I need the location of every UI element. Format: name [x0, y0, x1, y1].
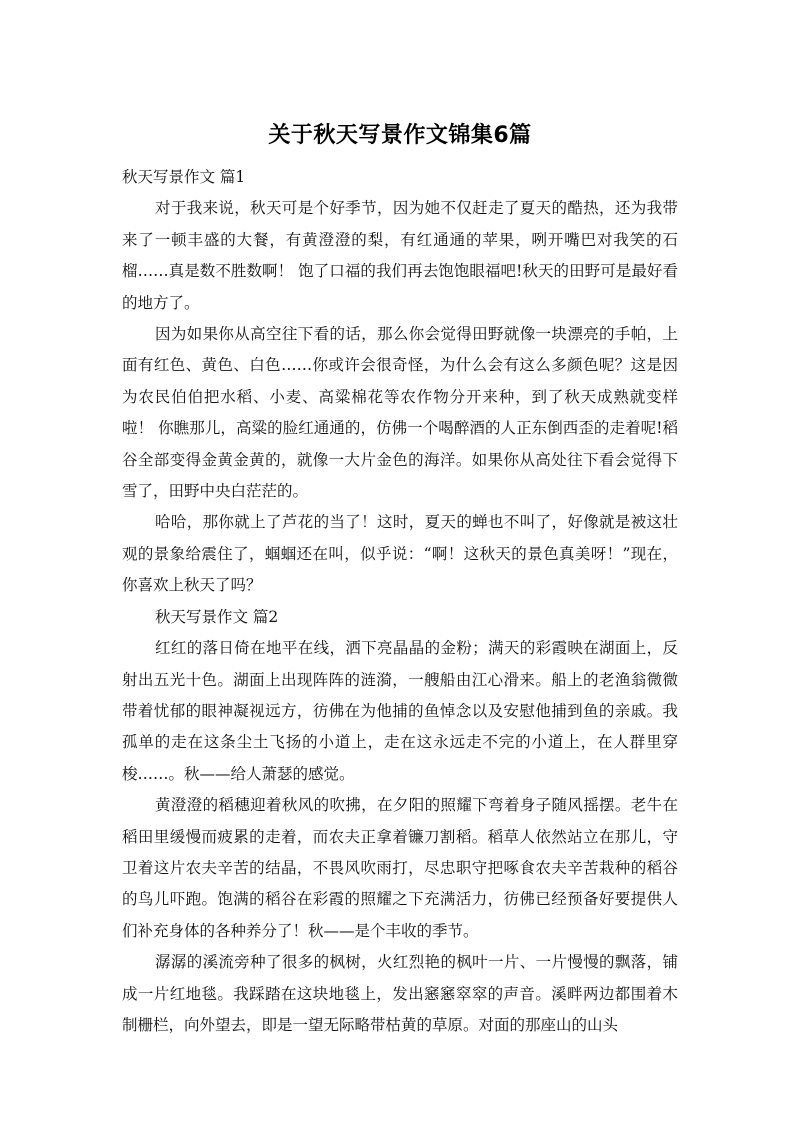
document-title: 关于秋天写景作文锦集6篇: [268, 123, 532, 148]
paragraph: 红红的落日倚在地平在线，洒下亮晶晶的金粉；满天的彩霞映在湖面上，反射出五光十色。湖面上出现阵阵的涟漪，一艘船由江心滑来。船上的老渔翁微微带着忧郁的眼神凝视远方，彷佛在为他捕的鱼悼念以及安慰他捕到鱼的亲戚。我孤单的走在这条尘土飞扬的小道上，走在这永远走不完的小道上，在人群里穿梭……。秋——给人萧瑟的感觉。: [122, 639, 678, 783]
section-heading: 秋天写景作文 篇1: [122, 168, 246, 186]
section-heading: 秋天写景作文 篇2: [155, 607, 279, 626]
document-body: [122, 162, 678, 1041]
paragraph: 潺潺的溪流旁种了很多的枫树，火红烈艳的枫叶一片、一片慢慢的飘落，铺成一片红地毯。我踩踏在这块地毯上，发出窸窸窣窣的声音。溪畔两边都围着木制栅栏，向外望去，即是一望无际略带枯黄的草原。对面的那座山的山头: [122, 953, 678, 1034]
paragraph: 因为如果你从高空往下看的话，那么你会觉得田野就像一块漂亮的手帕，上面有红色、黄色、白色……你或许会很奇怪，为什么会有这么多颜色呢？这是因为农民伯伯把水稻、小麦、高粱棉花等农作物分开来种，到了秋天成熟就变样啦！ 你瞧那儿，高粱的脸红通通的，仿佛一个喝醉酒的人正东倒西歪的走着呢!稻谷全部变得金黄金黄的，就像一大片金色的海洋。如果你从高处往下看会觉得下雪了，田野中央白茫茫的。: [122, 325, 678, 501]
paragraph: 对于我来说，秋天可是个好季节，因为她不仅赶走了夏天的酷热，还为我带来了一顿丰盛的大餐，有黄澄澄的梨，有红通通的苹果，咧开嘴巴对我笑的石榴……真是数不胜数啊！ 饱了口福的我们再去饱饱眼福吧!秋天的田野可是最好看的地方了。: [122, 199, 678, 312]
paragraph: 哈哈，那你就上了芦花的当了！这时，夏天的蝉也不叫了，好像就是被这壮观的景象给震住了，蝈蝈还在叫，似乎说：“啊！这秋天的景色真美呀！”现在，你喜欢上秋天了吗？: [122, 513, 678, 595]
paragraph: 黄澄澄的稻穗迎着秋风的吹拂，在夕阳的照耀下弯着身子随风摇摆。老牛在稻田里缓慢而疲累的走着，而农夫正拿着镰刀割稻。稻草人依然站立在那儿，守卫着这片农夫辛苦的结晶，不畏风吹雨打，尽忠职守把啄食农夫辛苦栽种的稻谷的鸟儿吓跑。饱满的稻谷在彩霞的照耀之下充满活力，彷佛已经预备好要提供人们补充身体的各种养分了！秋——是个丰收的季节。: [122, 796, 678, 940]
